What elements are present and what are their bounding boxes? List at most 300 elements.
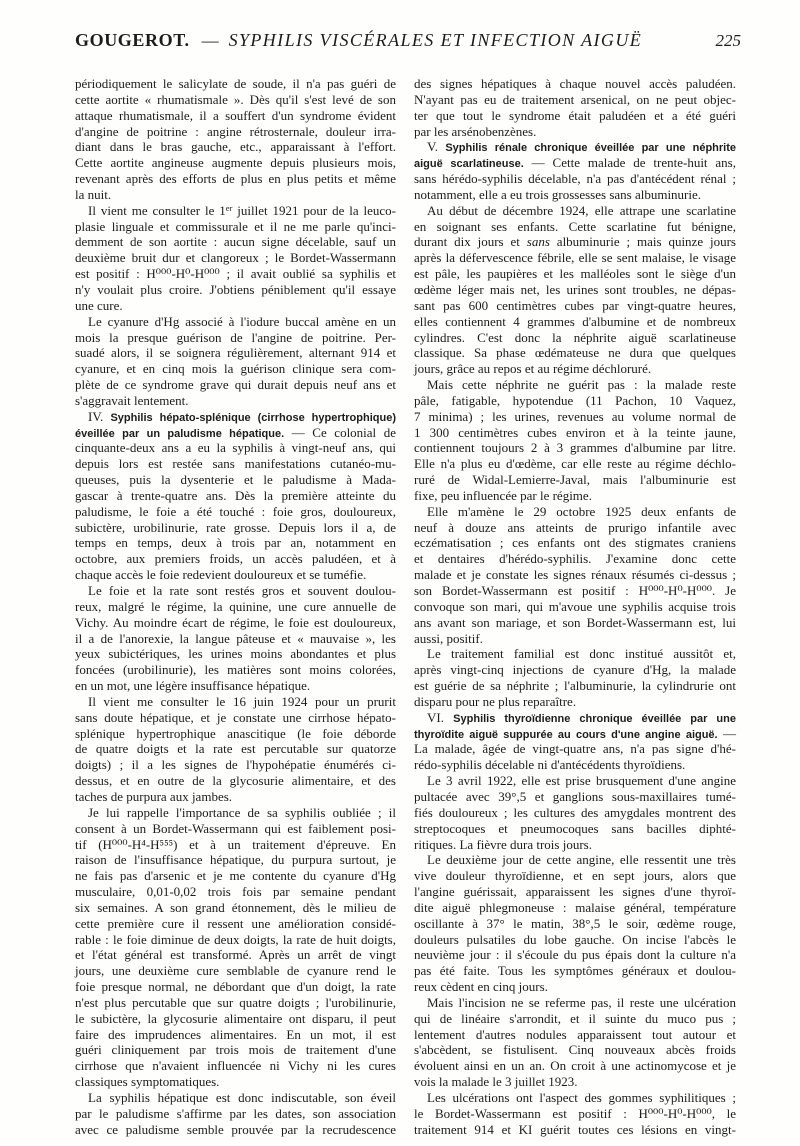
line-text [414, 330, 736, 346]
text-line [75, 203, 396, 219]
text-line [75, 1027, 396, 1043]
line-text [75, 741, 396, 757]
paragraph [75, 1090, 396, 1138]
text-run: n'est plus percutable que sur quatre doigts ; l'urobilinurie, [75, 994, 396, 1010]
paragraph [414, 377, 736, 504]
line-text [414, 76, 736, 92]
line-text [75, 932, 396, 948]
text-run: — [717, 725, 736, 741]
text-run: plète de ce syndrome grave qui durait depuis neuf ans et [75, 377, 396, 393]
text-run: Cette aortite angineuse augmente depuis plusieurs mois, [75, 155, 396, 171]
text-line [75, 868, 396, 884]
text-line [414, 219, 736, 235]
paragraph [75, 805, 396, 1090]
text-run: après vingt-cinq injections de cyanure d'Hg, la malade [414, 662, 736, 678]
text-run: dite aiguë phlegmoneuse : malaise général, température [414, 899, 736, 915]
line-text [414, 1042, 736, 1058]
text-line [414, 1090, 736, 1106]
text-line [75, 171, 396, 187]
paragraph [414, 504, 736, 647]
line-text [75, 440, 396, 456]
line-text [75, 377, 396, 393]
running-header [75, 30, 741, 56]
line-text [75, 488, 396, 504]
paragraph [414, 76, 736, 139]
line-text [75, 330, 396, 346]
text-line [75, 504, 396, 520]
text-line [75, 1106, 396, 1122]
line-text [75, 837, 396, 853]
text-line [414, 409, 736, 425]
text-line [75, 330, 396, 346]
text-line [414, 963, 736, 979]
text-run: neuf à douze ans atteints de prurigo infantile avec [414, 519, 736, 535]
text-line [414, 1011, 736, 1027]
text-run: six semaines. A son grand étonnement, dès le milieu de [75, 899, 396, 915]
text-line [75, 345, 396, 361]
line-text [414, 979, 548, 995]
text-line [414, 124, 736, 140]
text-line [414, 377, 736, 393]
text-run: cette première cure il ressent une amélioration considé- [75, 915, 396, 931]
line-text [88, 694, 396, 710]
line-text [414, 535, 736, 551]
text-run: avec ce paludisme semble prouvée par la recrudescence [75, 1121, 396, 1137]
text-run: sans hérédo-syphilis décelable, n'a pas d'antécédent rénal ; [414, 171, 736, 187]
text-run: N'ayant pas eu de traitement arsenical, on ne peut objec- [414, 91, 736, 107]
text-line [414, 932, 736, 948]
line-text [75, 773, 396, 789]
text-line [75, 535, 396, 551]
text-line [414, 710, 736, 726]
text-line [75, 377, 396, 393]
paragraph [414, 995, 736, 1090]
text-run: revenant après des efforts de plus en plus petits et même [75, 171, 396, 187]
text-line [414, 868, 736, 884]
line-text [75, 250, 396, 266]
text-line [75, 662, 396, 678]
text-line [75, 900, 396, 916]
text-line [75, 425, 396, 441]
text-run: des signes hépatiques à chaque nouvel accès paludéen. [414, 76, 736, 91]
line-text [75, 631, 396, 647]
text-run: rédo-syphilis décelable ni d'antécédents thyroïdiens. [414, 757, 686, 773]
text-run: est positif : H⁰⁰⁰-H⁰-H⁰⁰⁰ ; il avait oublié sa syphilis et [75, 266, 396, 282]
line-text [75, 979, 396, 995]
text-run: ruré de Widal-Lemierre-Javal, mais l'albuminurie est [414, 472, 736, 488]
line-text [75, 520, 396, 536]
line-text [75, 963, 396, 979]
text-line [414, 1122, 736, 1138]
text-line [414, 726, 736, 742]
text-line [75, 139, 396, 155]
text-line [414, 535, 736, 551]
line-text [414, 361, 651, 377]
text-run: Au début de décembre 1924, elle attrape une scarlatine [427, 202, 736, 218]
text-run: demment de son aortite : aucun signe décelable, sauf un [75, 234, 396, 250]
line-text [75, 171, 396, 187]
text-line [414, 773, 736, 789]
text-run: ans avant son mariage, et son Bordet-Wassermann est, lui [414, 614, 736, 630]
text-run: V. [427, 139, 446, 155]
text-line [75, 1122, 396, 1138]
text-line [75, 726, 396, 742]
line-text [414, 440, 736, 456]
text-run: d'angine de poitrine : angine rétrosternale, douleur irra- [75, 123, 396, 139]
text-run: neuvième jour : il s'écoule du pus épais dont la culture n'a [414, 947, 736, 963]
text-run: en un mot, une légère insuffisance hépatique. [75, 678, 311, 694]
text-line [414, 108, 736, 124]
text-run: dessus, et en outre de la glycosurie alimentaire, et des [75, 773, 396, 789]
text-run: Mais cette néphrite ne guérit pas : la malade reste [427, 377, 736, 393]
text-run: Elle m'amène le 29 octobre 1925 deux enfants de [427, 503, 736, 519]
line-text [88, 314, 396, 330]
text-run: VI. [427, 709, 454, 725]
text-run: doigts) ; il a les signes de l'hypohépatie énumérés ci- [75, 757, 396, 773]
text-line [414, 694, 736, 710]
text-run: oscillante à 37° le matin, 38°,5 le soir, œdème rouge, [414, 915, 736, 931]
text-run: diant dans le bras gauche, etc., apparaissant à l'effort. [75, 139, 396, 155]
text-line [414, 171, 736, 187]
section-heading-text: Syphilis thyroïdienne chronique éveillée par une [453, 712, 736, 725]
line-text [414, 662, 736, 678]
text-run: cyanure, et en cinq mois la guérison clinique sera com- [75, 361, 396, 377]
text-run: foie presque normal, ne débordant que d'un doigt, la rate [75, 979, 396, 995]
text-line [75, 837, 396, 853]
line-text [414, 425, 736, 441]
line-text [427, 504, 736, 520]
line-text [414, 187, 701, 203]
line-text [414, 298, 736, 314]
line-text [414, 551, 736, 567]
line-text [75, 234, 396, 250]
line-text [414, 757, 685, 773]
line-text [75, 1042, 396, 1058]
line-text [75, 646, 396, 662]
text-line [75, 155, 396, 171]
text-line [414, 92, 736, 108]
text-run: douleurs pulsatiles du lobe gauche. On incise l'abcès le [414, 931, 736, 947]
paragraph [414, 710, 736, 773]
text-run: pas été faite. Tous les symptômes généraux et doulou- [414, 963, 736, 979]
line-text [75, 916, 396, 932]
line-text [427, 646, 736, 662]
text-line [75, 821, 396, 837]
line-text [414, 916, 736, 932]
paragraph [414, 139, 736, 202]
text-run: est pâle, les paupières et les malléoles sont le siège d'un [414, 266, 736, 282]
text-line [75, 124, 396, 140]
line-text [427, 773, 736, 789]
text-line [414, 76, 736, 92]
line-text [75, 710, 396, 726]
text-line [414, 1058, 736, 1074]
text-line [414, 361, 736, 377]
paragraph [414, 773, 736, 852]
text-line [414, 615, 736, 631]
text-line [75, 963, 396, 979]
text-run: aussi, positif. [414, 630, 483, 646]
line-text [75, 599, 396, 615]
line-text [414, 932, 736, 948]
text-run: pultacée avec 39°,5 et ganglions sous-maxillaires tumé- [414, 788, 736, 804]
line-text [414, 599, 736, 615]
text-line [75, 741, 396, 757]
line-text [75, 139, 396, 155]
text-run: en soignant ses enfants. Cette scarlatine fut bénigne, [414, 218, 736, 234]
text-line [414, 520, 736, 536]
text-run: par les arsénobenzènes. [414, 123, 537, 139]
text-run: vive douleur thyroïdienne, et en sept jours, alors que [414, 868, 736, 884]
line-text [414, 314, 736, 330]
text-run: — Cette malade de trente-huit ans, [523, 155, 736, 171]
text-run: paludisme, le foie a été touché : foie gros, douloureux, [75, 503, 396, 519]
text-run: œdème léger mais net, les urines sont troubles, ne dépas- [414, 281, 736, 297]
text-run: Je lui rappelle l'importance de sa syphilis oubliée ; il [88, 804, 396, 820]
text-line [414, 425, 736, 441]
line-text [75, 567, 366, 583]
line-text [414, 409, 736, 425]
paragraph [414, 1090, 736, 1138]
text-run: durant dix jours et [414, 234, 527, 250]
text-line [75, 979, 396, 995]
text-run: classique. Sa phase œdémateuse ne dura que quelques [414, 345, 736, 361]
text-line [75, 710, 396, 726]
line-text [75, 551, 396, 567]
text-run: Il vient me consulter le 16 juin 1924 pour un prurit [88, 693, 396, 709]
text-line [75, 234, 396, 250]
text-line [414, 1027, 736, 1043]
text-line [75, 250, 396, 266]
text-line [414, 440, 736, 456]
text-line [414, 979, 736, 995]
text-line [414, 551, 736, 567]
line-text [414, 678, 736, 694]
line-text [414, 837, 592, 853]
line-text [75, 1106, 396, 1122]
text-run: s'aggravait lentement. [75, 392, 189, 408]
line-text [414, 821, 736, 837]
line-text [75, 1122, 396, 1138]
line-text [75, 900, 396, 916]
text-line [75, 805, 396, 821]
right-column [414, 76, 736, 1138]
text-line [414, 155, 736, 171]
text-run: Mais l'incision ne se referme pas, il reste une ulcération [427, 994, 736, 1010]
line-text [414, 219, 736, 235]
line-text [414, 282, 736, 298]
line-text [427, 1090, 736, 1106]
text-run: guéri cliniquement par trois mois de traitement d'une [75, 1042, 396, 1058]
text-run: streptocoques et pneumocoques sans bacilles diphté- [414, 820, 736, 836]
text-run: deuxième bruit dur et clangoreux ; le Bordet-Wassermann [75, 250, 396, 266]
text-run: foncées (urobilinurie), les matières sont moins colorées, [75, 662, 396, 678]
paragraph [75, 583, 396, 694]
text-run: tif (H⁰⁰⁰-H⁴-H⁵⁵⁵) et à un traitement d'épreuve. En [75, 836, 396, 852]
text-run: par le paludisme s'affirme par les dates, son association [75, 1105, 396, 1121]
text-run: cylindres. C'est donc la néphrite aiguë scarlatineuse [414, 329, 736, 345]
text-line [75, 1090, 396, 1106]
text-run: pâle, fatigable, hypotendue (11 Pachon, 10 Vaquez, [414, 392, 736, 408]
text-line [75, 393, 396, 409]
line-text [414, 124, 536, 140]
text-run: mois la presque guérison de l'angine de poitrine. Per- [75, 329, 396, 345]
text-run: une cure. [75, 297, 123, 313]
line-text [414, 963, 736, 979]
paragraph [75, 203, 396, 314]
text-run: s'abcèdent, se fistulisent. Cinq nouveaux abcès froids [414, 1042, 736, 1058]
text-run: 7 minima) ; les urines, revenues au volume normal de [414, 408, 736, 424]
text-line [75, 488, 396, 504]
text-line [75, 646, 396, 662]
text-line [75, 219, 396, 235]
line-text [414, 884, 736, 900]
paragraph [414, 646, 736, 709]
line-text [414, 1058, 736, 1074]
text-run: La malade, âgée de vingt-quatre ans, n'a pas signe d'hé- [414, 741, 736, 757]
text-line [414, 345, 736, 361]
text-line [75, 678, 396, 694]
left-column [75, 76, 396, 1138]
text-line [414, 298, 736, 314]
text-run: évoluent ainsi en un an. On croit à une actinomycose et je [414, 1058, 736, 1074]
text-line [75, 456, 396, 472]
text-run: notamment, elle a eu trois grossesses sans albuminurie. [414, 186, 702, 202]
text-line [75, 108, 396, 124]
line-text [414, 92, 736, 108]
text-run: disparu pour ne plus reparaître. [414, 693, 577, 709]
text-run: Le 3 avril 1922, elle est prise brusquement d'une angine [427, 773, 736, 789]
text-run: yeux subictériques, les urines moins abondantes et plus [75, 646, 396, 662]
text-line [414, 187, 736, 203]
text-run: Le foie et la rate sont restés gros et souvent doulou- [88, 583, 396, 598]
text-line [414, 139, 736, 155]
text-line [414, 1074, 736, 1090]
text-run: Le deuxième jour de cette angine, elle ressentit une très [427, 852, 736, 868]
text-line [75, 615, 396, 631]
line-text [414, 488, 592, 504]
text-line [414, 266, 736, 282]
text-line [414, 504, 736, 520]
text-run: est guérie de sa néphrite ; l'albuminurie, la cylindrurie ont [414, 678, 736, 694]
text-line [75, 314, 396, 330]
line-text [75, 615, 396, 631]
text-line [75, 298, 396, 314]
text-line [414, 837, 736, 853]
line-text [88, 583, 396, 599]
text-run: gascar à trente-quatre ans. Dès la première atteinte du [75, 487, 396, 503]
text-run: 1 300 centimètres cubes environ et à la teinte jaune, [414, 424, 736, 440]
text-line [414, 599, 736, 615]
text-line [414, 314, 736, 330]
line-text [414, 1074, 578, 1090]
text-run: queuses, puis la dysenterie et le paludisme à Mada- [75, 472, 396, 488]
text-line [414, 821, 736, 837]
text-line [75, 440, 396, 456]
line-text [414, 1027, 736, 1043]
line-text [427, 852, 736, 868]
text-run: de quatre doigts et la rate est percutable sur quatorze [75, 741, 396, 757]
text-run: depuis lors est restée sans manifestations cutanéo-mu- [75, 456, 396, 472]
text-line [414, 472, 736, 488]
text-line [414, 1106, 736, 1122]
text-line [414, 678, 736, 694]
line-text [414, 900, 736, 916]
text-run: Le cyanure d'Hg associé à l'iodure buccal amène en un [88, 313, 396, 329]
text-run: contiennent toujours 2 à 3 grammes d'albumine par litre. [414, 440, 736, 456]
text-run: ritiques. La fièvre dura trois jours. [414, 836, 592, 852]
text-run: suadé alors, il se soignera régulièrement, alternant 914 et [75, 345, 396, 361]
text-line [75, 92, 396, 108]
text-run: qui de linéaire s'arrondit, et il suinte du muco pus ; [414, 1010, 736, 1026]
text-line [75, 932, 396, 948]
text-line [414, 884, 736, 900]
line-text [75, 535, 396, 551]
text-run: octobre, aux premiers froids, un accès paludéen, et à [75, 551, 396, 567]
text-line [75, 852, 396, 868]
text-line [75, 1042, 396, 1058]
text-run: et l'état général est transformé. Après un arrêt de vingt [75, 947, 396, 963]
text-run: temps en temps, deux à trois par an, notamment en [75, 535, 396, 551]
line-text [414, 1122, 736, 1138]
text-run: La syphilis hépatique est donc indiscutable, son éveil [88, 1090, 396, 1105]
text-line [75, 884, 396, 900]
text-line [414, 250, 736, 266]
superscript-text: er [225, 202, 233, 213]
line-text [75, 187, 111, 203]
text-run: musculaire, 0,01-0,02 trois fois par semaine pendant [75, 884, 396, 900]
text-run: — Ce colonial de [284, 424, 397, 440]
line-text [88, 805, 396, 821]
line-text [414, 567, 736, 583]
text-run: jours, grâce au repos et au régime déchloruré. [414, 361, 652, 377]
text-line [75, 551, 396, 567]
line-text [75, 92, 396, 108]
text-run: traitement 914 et KI guérit toutes ces lésions en vingt- [414, 1121, 736, 1137]
section-heading-text: Syphilis hépato-splénique (cirrhose hypertrophique) [110, 411, 396, 424]
line-text [75, 726, 396, 742]
line-text [75, 821, 396, 837]
text-run: fiés douloureux ; les cultures des amygdales montrent des [414, 804, 736, 820]
section-heading-text: thyroïdite aiguë suppurée au cours d'une angine aiguë. [414, 728, 718, 741]
text-line [75, 947, 396, 963]
line-text [414, 171, 736, 187]
text-run: malade et je constate les signes rénaux résumés ci-dessus ; [414, 567, 736, 583]
text-line [75, 187, 396, 203]
text-run: Il vient me consulter le 1 [88, 202, 226, 218]
line-text [75, 868, 396, 884]
text-line [414, 757, 736, 773]
text-run: l'angine guérissait, apparaissent les signes d'une thyroï- [414, 884, 736, 900]
text-run: consent à un Bordet-Wassermann qui est faiblement posi- [75, 820, 396, 836]
text-run: cinquante-deux ans a eu la syphilis à vingt-neuf ans, qui [75, 440, 396, 456]
text-run: lentement d'autres nodules apparaissent tout autour et [414, 1026, 736, 1042]
text-line [414, 567, 736, 583]
text-run: rable : le foie diminue de deux doigts, la rate de huit doigts, [75, 931, 396, 947]
line-text [75, 155, 396, 171]
text-run: Vichy. Au moindre écart de régime, le foie est douloureux, [75, 614, 396, 630]
line-text [414, 456, 736, 472]
text-run: sant pas 600 centimètres cubes par vingt-quatre heures, [414, 297, 736, 313]
text-run: jours, une deuxième cure semblable de cyanure rend le [75, 963, 396, 979]
text-run: Les ulcérations ont l'aspect des gommes syphilitiques ; [427, 1090, 736, 1105]
text-run: attaque rhumatismale, il a souffert d'un syndrome évident [75, 107, 396, 123]
text-line [414, 646, 736, 662]
text-line [75, 567, 396, 583]
text-line [414, 1042, 736, 1058]
text-run: son Bordet-Wassermann est positif : H⁰⁰⁰-H⁰-H⁰⁰⁰. Je [414, 583, 736, 598]
line-text [75, 282, 396, 298]
